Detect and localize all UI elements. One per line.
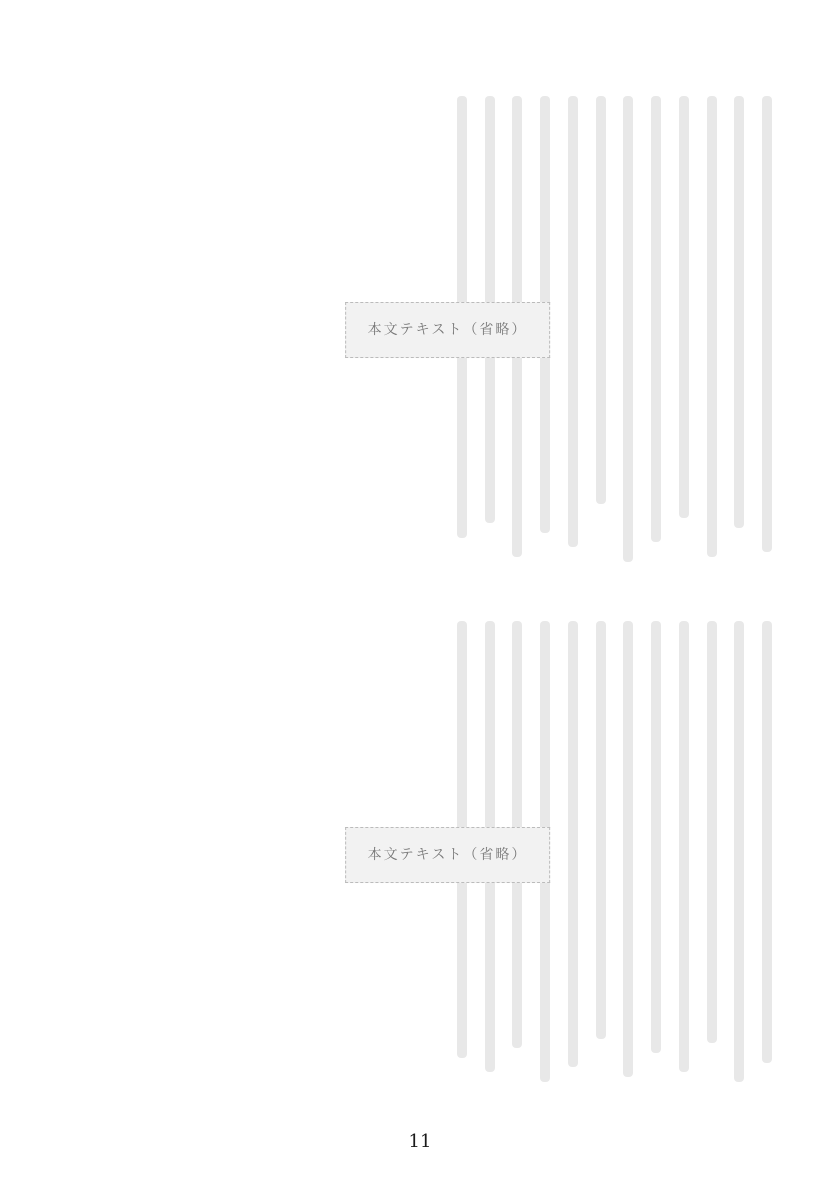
redacted-line [707,621,717,1043]
redacted-line [734,621,744,1082]
page-number: 11 [408,1131,432,1152]
text-block-bottom [115,615,780,1095]
redacted-line [679,96,689,518]
redacted-line [734,96,744,528]
redacted-line [651,621,661,1053]
redaction-notice-bottom: 本文テキスト（省略） [345,827,551,883]
redacted-line [623,96,633,562]
redacted-line [707,96,717,557]
redacted-line [623,621,633,1077]
redacted-line [762,621,772,1063]
redacted-line [568,96,578,547]
redacted-line [762,96,772,552]
redacted-line [679,621,689,1072]
text-block-top [115,90,780,570]
redacted-line [568,621,578,1067]
redaction-notice-top: 本文テキスト（省略） [345,302,551,358]
redacted-line [596,621,606,1039]
redacted-line [651,96,661,542]
redacted-line [596,96,606,504]
